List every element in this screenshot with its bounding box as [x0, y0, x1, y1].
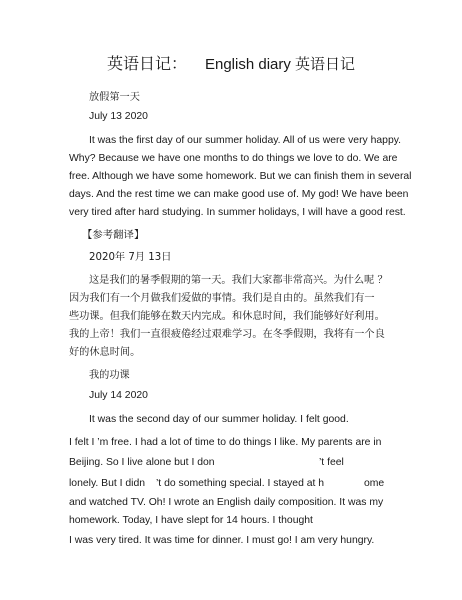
entry2-line: homework. Today, I have slept for 14 hours. I thought — [69, 515, 313, 526]
translation-line: 些功课。但我们能够在数天内完成。和休息时间，我们能够好好利用。 — [69, 311, 385, 322]
translation-label: 【参考翻译】 — [82, 229, 145, 241]
entry2-date: July 14 2020 — [89, 390, 148, 401]
entry2-line: and watched TV. Oh! I wrote an English daily composition. It was my — [69, 497, 384, 508]
entry1-line: It was the first day of our summer holiday. All of us were very happy. — [89, 135, 402, 146]
entry1-date: July 13 2020 — [89, 111, 148, 122]
entry1-line: very tired after hard studying. In summer holidays, I will have a good rest. — [69, 207, 406, 218]
entry2-line-fragment: ’t feel — [319, 457, 344, 468]
entry2-line: I was very tired. It was time for dinner. I must go! I am very hungry. — [69, 535, 375, 546]
entry2-line-fragment: ’t do something special. I stayed at h — [156, 478, 325, 489]
entry2-line: Beijing. So I live alone but I don — [69, 457, 215, 468]
translation-line: 我的上帝！我们一直很疲倦经过艰难学习。在冬季假期，我将有一个良 — [69, 329, 385, 340]
title-main: 英语日记： — [106, 54, 187, 73]
entry2-line: lonely. But I didn — [69, 478, 146, 489]
title-sub: English diary 英语日记 — [204, 56, 356, 73]
entry2-line-fragment: ome — [364, 478, 385, 489]
translation-line: 这是我们的暑季假期的第一天。我们大家都非常高兴。为什么呢 ？ — [89, 275, 388, 286]
entry1-line: Why? Because we have one months to do things we love to do. We are — [69, 153, 398, 164]
entry1-line: days. And the rest time we can make good use of. My god! We have been — [69, 189, 409, 200]
entry2-heading: 我的功课 — [89, 370, 130, 381]
entry2-line: I felt I ’m free. I had a lot of time to do things I like. My parents are in — [69, 437, 382, 448]
entry1-line: free. Although we have some homework. But we can finish them in several — [69, 171, 412, 182]
translation-line: 好的休息时间。 — [69, 347, 141, 358]
entry1-heading: 放假第一天 — [89, 92, 140, 103]
page-title — [0, 54, 462, 75]
translation-line: 因为我们有一个月做我们爱做的事情。我们是自由的。虽然我们有一 — [69, 293, 375, 304]
translation-date: 2020年 7月 13日 — [89, 252, 172, 263]
entry2-line: It was the second day of our summer holiday. I felt good. — [89, 414, 349, 425]
